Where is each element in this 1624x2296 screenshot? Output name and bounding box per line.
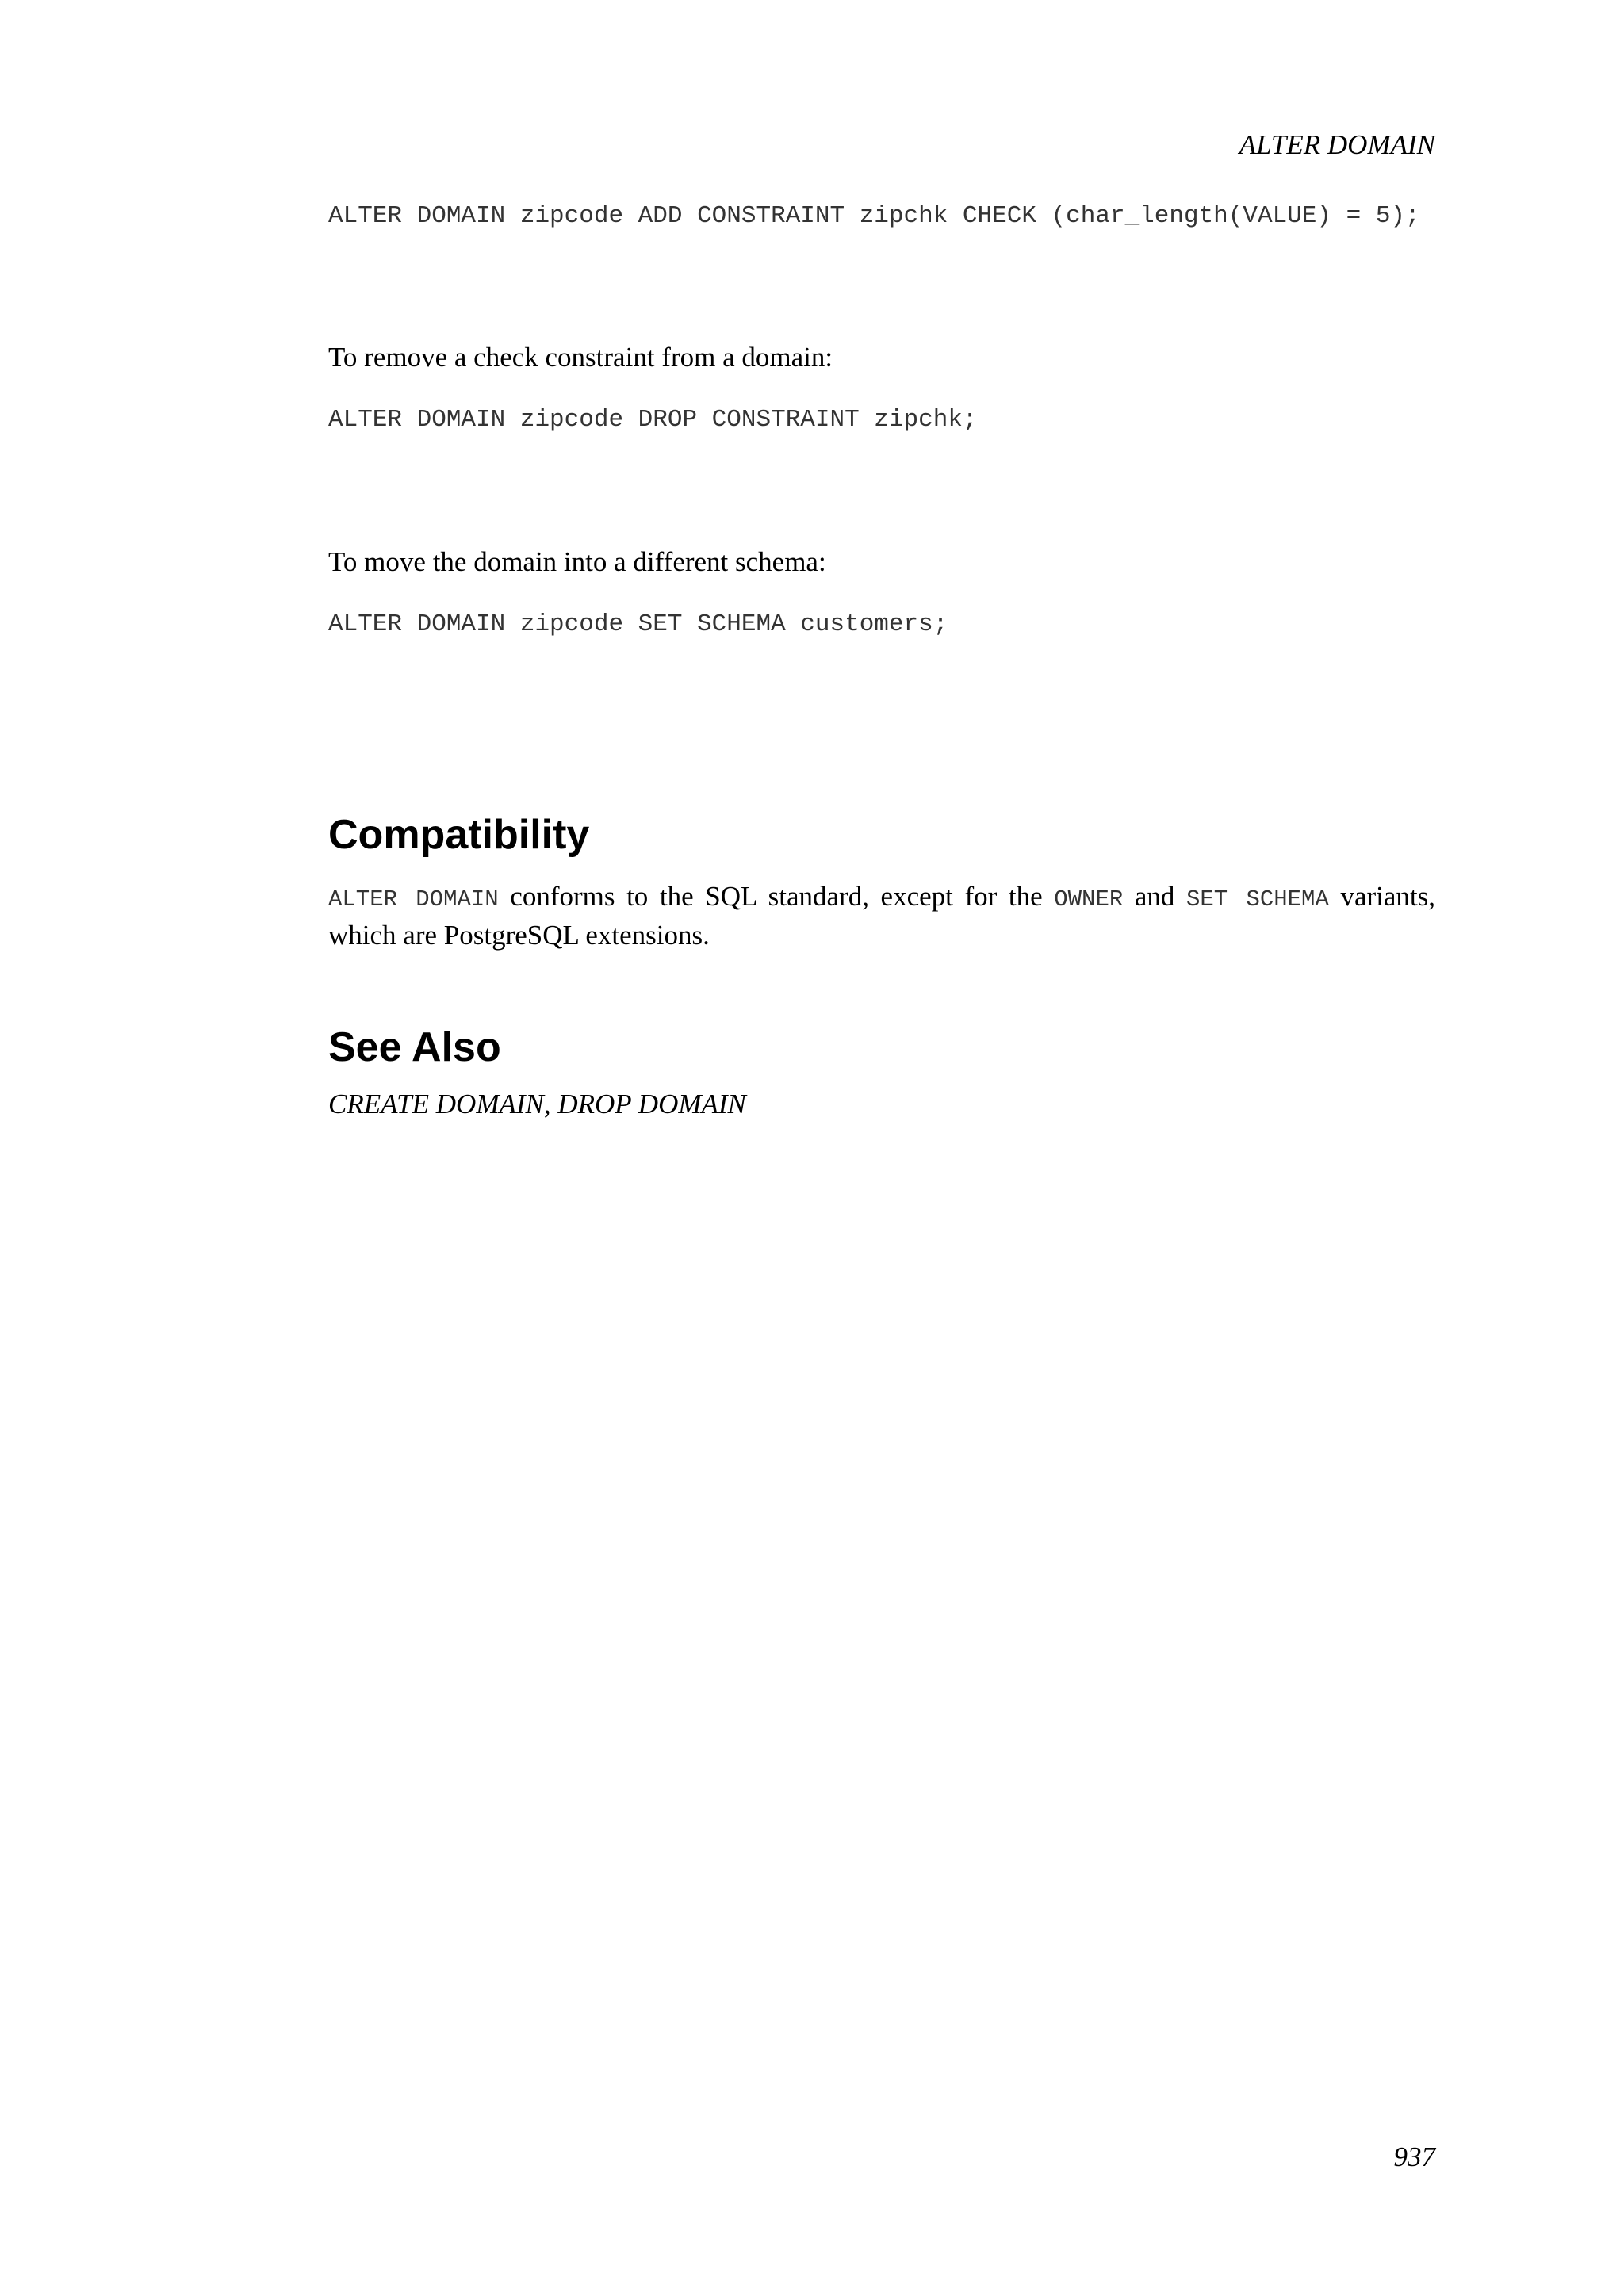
remove-constraint-intro: To remove a check constraint from a domain: <box>328 342 833 373</box>
compatibility-text-1: conforms to the SQL standard, except for the <box>498 881 1055 912</box>
move-schema-intro: To move the domain into a different schema: <box>328 546 826 577</box>
compatibility-text-3: variants, which are PostgreSQL extensions. <box>328 881 1435 951</box>
compatibility-paragraph <box>328 878 1435 953</box>
code-add-constraint: ALTER DOMAIN zipcode ADD CONSTRAINT zipchk CHECK (char_length(VALUE) = 5); <box>328 202 1420 230</box>
page-number: 937 <box>1393 2141 1435 2172</box>
link-create-domain[interactable]: CREATE DOMAIN <box>328 1089 544 1119</box>
compatibility-text-2: and <box>1123 881 1186 912</box>
code-set-schema: ALTER DOMAIN zipcode SET SCHEMA customers; <box>328 610 948 638</box>
inline-code-alter-domain: ALTER DOMAIN <box>328 886 499 913</box>
inline-code-owner: OWNER <box>1054 886 1124 913</box>
see-also-links <box>328 1086 746 1122</box>
see-also-separator: , <box>543 1089 558 1119</box>
link-drop-domain[interactable]: DROP DOMAIN <box>557 1089 746 1119</box>
inline-code-set-schema: SET SCHEMA <box>1185 886 1329 913</box>
code-drop-constraint: ALTER DOMAIN zipcode DROP CONSTRAINT zipchk; <box>328 406 978 434</box>
compatibility-heading: Compatibility <box>328 812 590 858</box>
running-header: ALTER DOMAIN <box>1239 129 1435 160</box>
see-also-heading: See Also <box>328 1024 501 1070</box>
